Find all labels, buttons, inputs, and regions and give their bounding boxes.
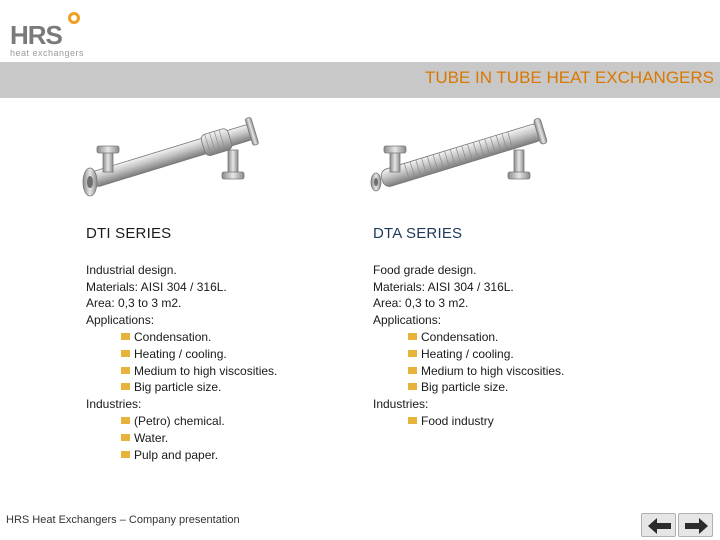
dti-design: Industrial design.	[86, 262, 177, 277]
dti-industry-item: Pulp and paper.	[86, 447, 356, 464]
dti-area: Area: 0,3 to 3 m2.	[86, 296, 182, 311]
previous-slide-button[interactable]	[641, 513, 676, 537]
logo-ring-icon	[68, 12, 80, 24]
bullet-icon	[121, 451, 130, 458]
dta-applications-label: Applications:	[373, 313, 442, 328]
bullet-icon	[121, 350, 130, 357]
tube-heat-exchanger-corrugated-icon	[364, 104, 554, 204]
dti-applications-label: Applications:	[86, 313, 155, 328]
dti-application-item: Condensation.	[86, 329, 356, 346]
bullet-icon	[121, 383, 130, 390]
bullet-icon	[121, 367, 130, 374]
dti-industries-label: Industries:	[86, 397, 142, 412]
arrow-left-icon	[642, 514, 677, 538]
dti-industry-item: (Petro) chemical.	[86, 413, 356, 430]
bullet-icon	[408, 333, 417, 340]
bullet-icon	[121, 417, 130, 424]
dta-application-item: Heating / cooling.	[373, 346, 643, 363]
bullet-icon	[121, 434, 130, 441]
bullet-icon	[408, 383, 417, 390]
dti-application-item: Heating / cooling.	[86, 346, 356, 363]
dta-application-item: Big particle size.	[373, 379, 643, 396]
title-banner	[0, 62, 720, 98]
bullet-icon	[408, 350, 417, 357]
page-title: TUBE IN TUBE HEAT EXCHANGERS	[424, 68, 714, 87]
dti-industry-item: Water.	[86, 430, 356, 447]
footer-text: HRS Heat Exchangers – Company presentation	[6, 514, 240, 526]
dta-series-column	[373, 226, 643, 430]
dti-application-item: Big particle size.	[86, 379, 356, 396]
bullet-icon	[408, 367, 417, 374]
logo-subtitle: heat exchangers	[10, 48, 85, 58]
dta-series-title: DTA SERIES	[373, 225, 463, 242]
dta-area: Area: 0,3 to 3 m2.	[373, 296, 469, 311]
dta-application-item: Medium to high viscosities.	[373, 363, 643, 380]
bullet-icon	[408, 417, 417, 424]
dti-series-column	[86, 226, 356, 463]
next-slide-button[interactable]	[678, 513, 713, 537]
hrs-logo	[8, 12, 118, 58]
dta-industries-label: Industries:	[373, 397, 429, 412]
dti-series-title: DTI SERIES	[86, 225, 172, 242]
logo-wordmark: HRS	[10, 20, 62, 50]
bullet-icon	[121, 333, 130, 340]
dta-design: Food grade design.	[373, 262, 477, 277]
dta-application-item: Condensation.	[373, 329, 643, 346]
dti-materials: Materials: AISI 304 / 316L.	[86, 279, 227, 294]
dta-industry-item: Food industry	[373, 413, 643, 430]
tube-heat-exchanger-smooth-icon	[76, 104, 266, 204]
dta-materials: Materials: AISI 304 / 316L.	[373, 279, 514, 294]
arrow-right-icon	[679, 514, 714, 538]
dti-application-item: Medium to high viscosities.	[86, 363, 356, 380]
